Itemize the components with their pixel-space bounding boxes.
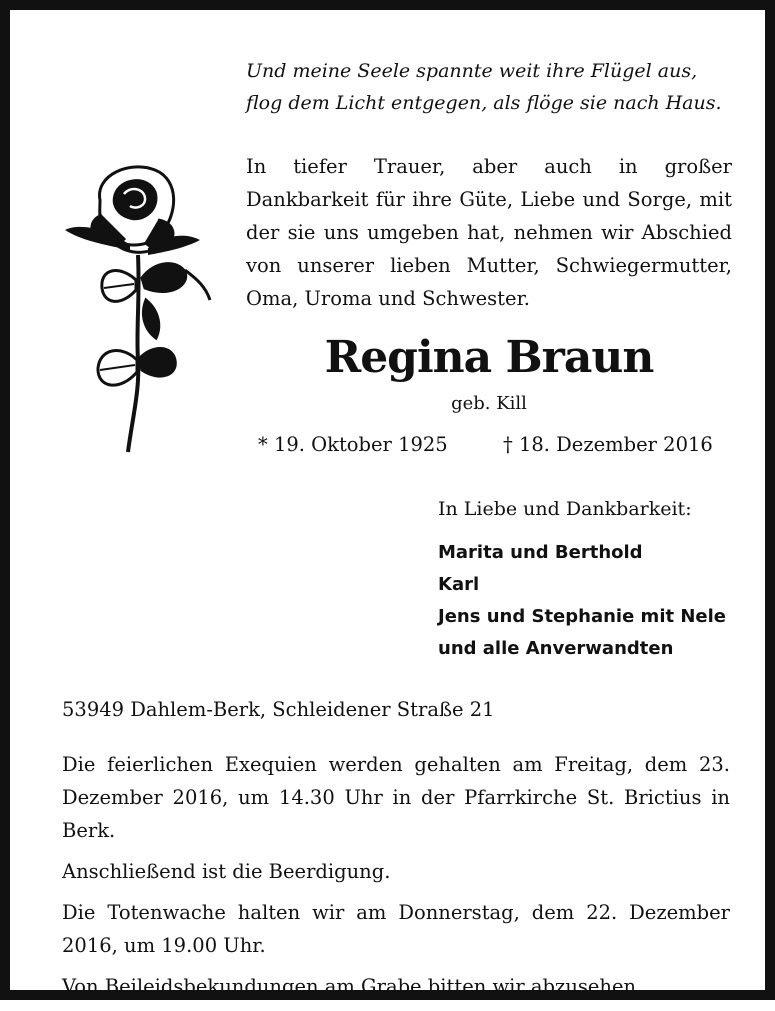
- notice-burial: Anschließend ist die Beerdigung.: [62, 860, 391, 883]
- poem: [246, 55, 726, 119]
- mourner-name: Karl: [438, 574, 480, 595]
- mourners-heading: In Liebe und Dankbarkeit:: [438, 498, 692, 520]
- born-name: geb. Kill: [451, 393, 527, 414]
- intro-text: In tiefer Trauer, aber auch in großer Dankbarkeit für ihre Güte, Liebe und Sorge, mit der sie uns umgeben hat, nehmen wir Abschied von unserer lieben Mutter, Schwiegermutter, Oma, Uroma und Schwester.: [246, 155, 732, 310]
- mourner-name: Marita und Berthold: [438, 542, 643, 563]
- death-date: † 18. Dezember 2016: [503, 433, 713, 456]
- mourner-name: Jens und Stephanie mit Nele: [438, 606, 727, 627]
- mourners-list: [438, 537, 726, 665]
- notice-wake: Die Totenwache halten wir am Donnerstag, dem 22. Dezember 2016, um 19.00 Uhr.: [62, 901, 730, 957]
- notices: [62, 748, 730, 1011]
- notice-condolences: Von Beileidsbekundungen am Grabe bitten wir abzusehen.: [62, 975, 643, 998]
- poem-line-1: Und meine Seele spannte weit ihre Flügel aus,: [246, 60, 698, 82]
- mourner-name: und alle Anverwandten: [438, 638, 674, 659]
- address: 53949 Dahlem-Berk, Schleidener Straße 21: [62, 698, 495, 721]
- birth-date: * 19. Oktober 1925: [258, 433, 448, 456]
- notice-funeral-mass: Die feierlichen Exequien werden gehalten am Freitag, dem 23. Dezember 2016, um 14.30 Uhr in der Pfarrkirche St. Brictius in Berk.: [62, 753, 730, 842]
- deceased-name: Regina Braun: [324, 332, 654, 383]
- poem-line-2: flog dem Licht entgegen, als flöge sie nach Haus.: [246, 92, 722, 114]
- rose-icon: [60, 160, 215, 455]
